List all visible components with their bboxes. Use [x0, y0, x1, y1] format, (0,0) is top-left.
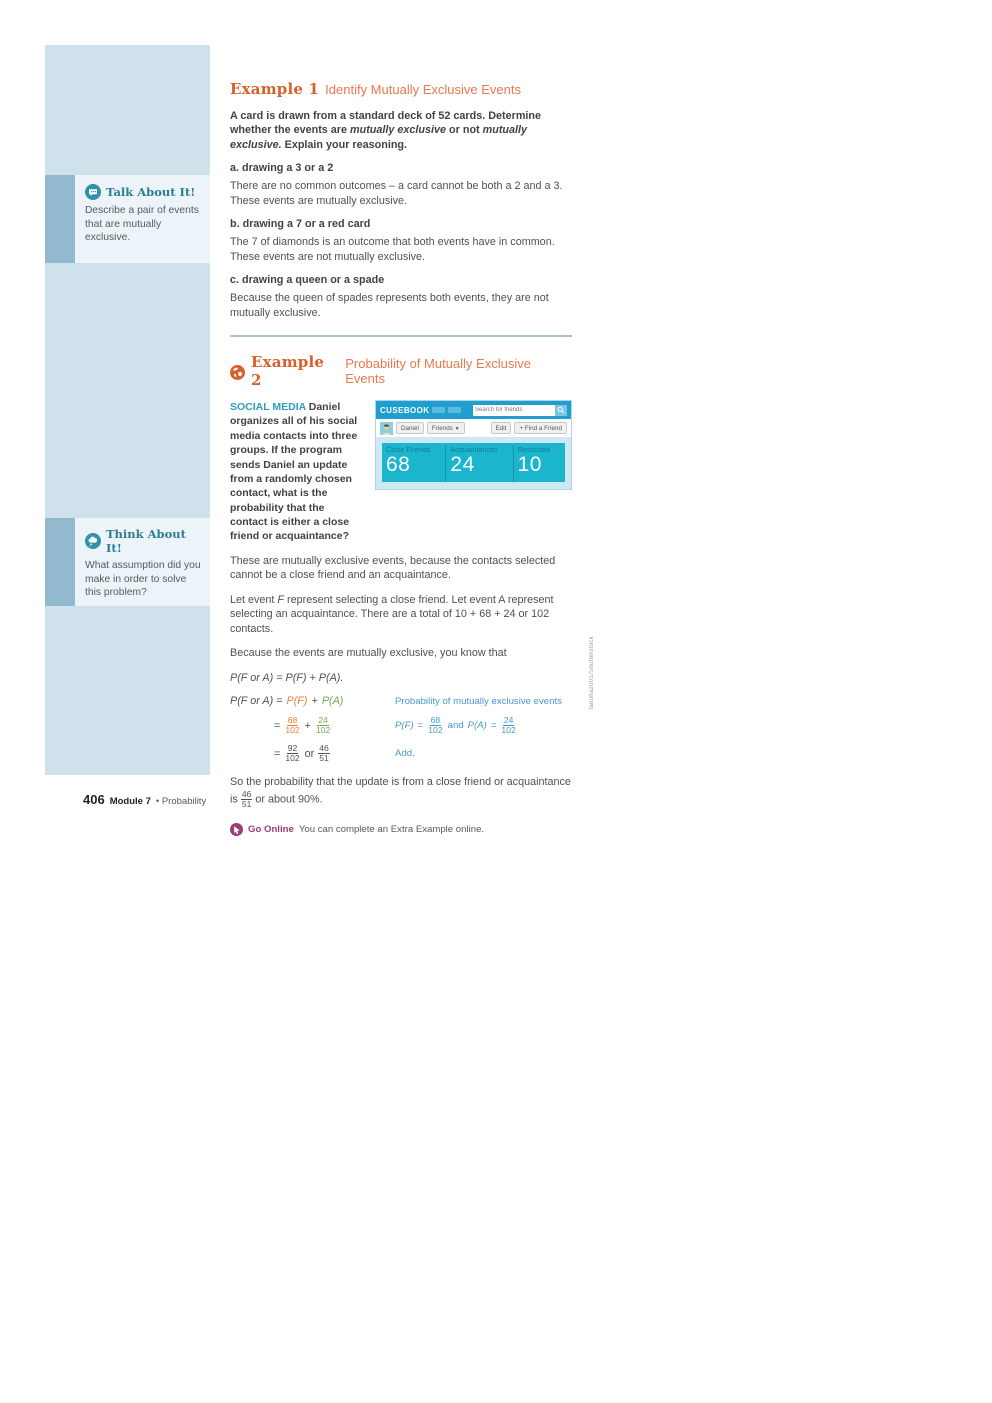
fraction [284, 716, 300, 735]
restricted-label: Restricted [517, 445, 550, 455]
part-b-heading: b. drawing a 7 or a red card [230, 218, 371, 231]
restricted-stat [513, 445, 565, 482]
page-footer [83, 792, 206, 807]
example2-para2: Let event F represent selecting a close friend. Let event A represent selecting an acquaintance. There are a total of 10 + 68 + 24 or 102 contacts. [230, 593, 554, 635]
part-c-heading: c. drawing a queen or a spade [230, 274, 385, 287]
denominator: 102 [285, 725, 300, 736]
numerator: 68 [287, 715, 298, 725]
denominator: 51 [319, 753, 329, 764]
cusebook-toolbar [376, 419, 571, 437]
globe-icon [230, 365, 245, 380]
example2-para3: Because the events are mutually exclusive, you know that [230, 647, 507, 660]
think-about-it-text: What assumption did you make in order to solve this problem? [85, 560, 201, 599]
close-friends-label: Close Friends [386, 445, 431, 455]
talk-about-it-title: Talk About It! [106, 185, 196, 199]
example1-label: Example 1 [230, 80, 320, 98]
think-about-it-accent-bar [45, 518, 75, 606]
denominator: 102 [315, 725, 331, 736]
example2-title: Probability of Mutually Exclusive Events [345, 356, 531, 387]
numerator: 68 [430, 715, 441, 725]
part-a-answer: There are no common outcomes – a card cannot be both a 2 and a 3. These events are mutually exclusive. [230, 180, 563, 207]
fraction [427, 716, 443, 735]
search-icon [555, 405, 567, 416]
speech-bubble-icon [85, 184, 101, 200]
main-content [230, 80, 572, 836]
equation-line-3: = $\frac{92}{102}$ or $\frac{46}{51}$ [274, 743, 329, 764]
go-online-icon [230, 823, 243, 836]
acquaintances-stat [445, 445, 512, 482]
example1-title: Identify Mutually Exclusive Events [325, 82, 521, 97]
close-friends-stat [382, 445, 445, 482]
equation-note-1: Probability of mutually exclusive events [395, 695, 562, 707]
section-divider [230, 335, 572, 337]
pf-term: P(F) [286, 695, 308, 707]
denominator: 102 [285, 753, 300, 764]
module-label: Module 7 [109, 796, 151, 807]
nav-placeholder [432, 407, 445, 413]
cusebook-header-bar [376, 401, 571, 419]
fraction [500, 716, 516, 735]
talk-about-it-accent-bar [45, 175, 75, 263]
fraction [315, 716, 331, 735]
photo-credit: tanuha2001/Shutterstock [589, 636, 595, 710]
fraction [284, 744, 300, 763]
search-field [473, 405, 567, 416]
example2-label: Example 2 [251, 353, 325, 390]
equation-line-1: P(F or A) = P(F) + P(A) [230, 695, 344, 707]
example2-para1: These are mutually exclusive events, because the contacts selected cannot be a close friend and an acquaintance. [230, 554, 556, 582]
example2-problem: SOCIAL MEDIA Daniel organizes all of his social media contacts into three groups. If the program sends Daniel an update from a randomly chosen contact, what is the probability that the contact is either a close friend or acquaintance? [230, 401, 358, 543]
profile-name-button: Daniel [396, 422, 424, 434]
thought-cloud-icon [85, 533, 101, 549]
sidebar-column [45, 45, 210, 775]
talk-about-it-text: Describe a pair of events that are mutually exclusive. [85, 205, 199, 244]
equation-steps [230, 695, 572, 763]
example1-problem: A card is drawn from a standard deck of 52 cards. Determine whether the events are mutually exclusive or not mutually exclusive. Explain your reasoning. [230, 110, 542, 151]
example2-heading [230, 353, 572, 389]
numerator: 24 [503, 715, 514, 725]
conclusion: So the probability that the update is from a close friend or acquaintance is $\frac{46}{51}$ or about 90%. [230, 776, 571, 809]
equation-row [230, 744, 572, 763]
nav-placeholder [448, 407, 461, 413]
chevron-down-icon: ▼ [454, 425, 460, 432]
numerator: 46 [241, 788, 252, 799]
equation-note-3: Add. [395, 748, 415, 760]
cusebook-illustration [375, 400, 572, 516]
fraction [318, 744, 330, 763]
acquaintances-count: 24 [450, 453, 475, 477]
numerator: 24 [318, 715, 328, 725]
equation-row [230, 695, 572, 707]
close-friends-count: 68 [386, 453, 411, 477]
section-label: • Probability [155, 796, 207, 807]
go-online-label: Go Online [248, 823, 294, 835]
friends-dropdown: Friends ▼ [427, 422, 465, 434]
acquaintances-label: Acquaintances [450, 445, 498, 455]
find-a-friend-button: + Find a Friend [514, 422, 567, 434]
go-online-text: You can complete an Extra Example online. [298, 823, 485, 835]
go-online-note [230, 823, 572, 836]
search-input [473, 405, 555, 416]
equation-line-2: = $\frac{68}{102}$ + $\frac{24}{102}$ [274, 715, 331, 736]
social-media-tag: SOCIAL MEDIA [230, 401, 306, 414]
numerator: 46 [319, 743, 329, 754]
numerator: 92 [287, 743, 298, 754]
restricted-count: 10 [517, 453, 542, 477]
equation-row [230, 716, 572, 735]
denominator: 102 [501, 725, 516, 736]
avatar [380, 422, 393, 435]
cusebook-logo: CUSEBOOK [380, 405, 430, 415]
mutually-exclusive-formula: P(F or A) = P(F) + P(A). [230, 671, 344, 684]
part-a-heading: a. drawing a 3 or a 2 [230, 162, 334, 175]
page-number: 406 [83, 792, 105, 807]
denominator: 102 [428, 725, 443, 736]
talk-about-it-box [75, 175, 210, 263]
fraction [241, 790, 253, 809]
think-about-it-title: Think About It! [106, 527, 186, 555]
edit-button: Edit [491, 422, 512, 434]
part-b-answer: The 7 of diamonds is an outcome that both events have in common. These events are not mutually exclusive. [230, 236, 555, 263]
pa-term: P(A) [321, 695, 344, 707]
example1-heading [230, 80, 572, 98]
think-about-it-box [75, 518, 210, 606]
equation-note-2: P(F) = $\frac{68}{102}$ and P(A) = $\frac{24}{102}$ [395, 715, 516, 736]
part-c-answer: Because the queen of spades represents both events, they are not mutually exclusive. [230, 292, 549, 319]
contact-groups-panel [382, 443, 565, 482]
denominator: 51 [241, 798, 252, 809]
